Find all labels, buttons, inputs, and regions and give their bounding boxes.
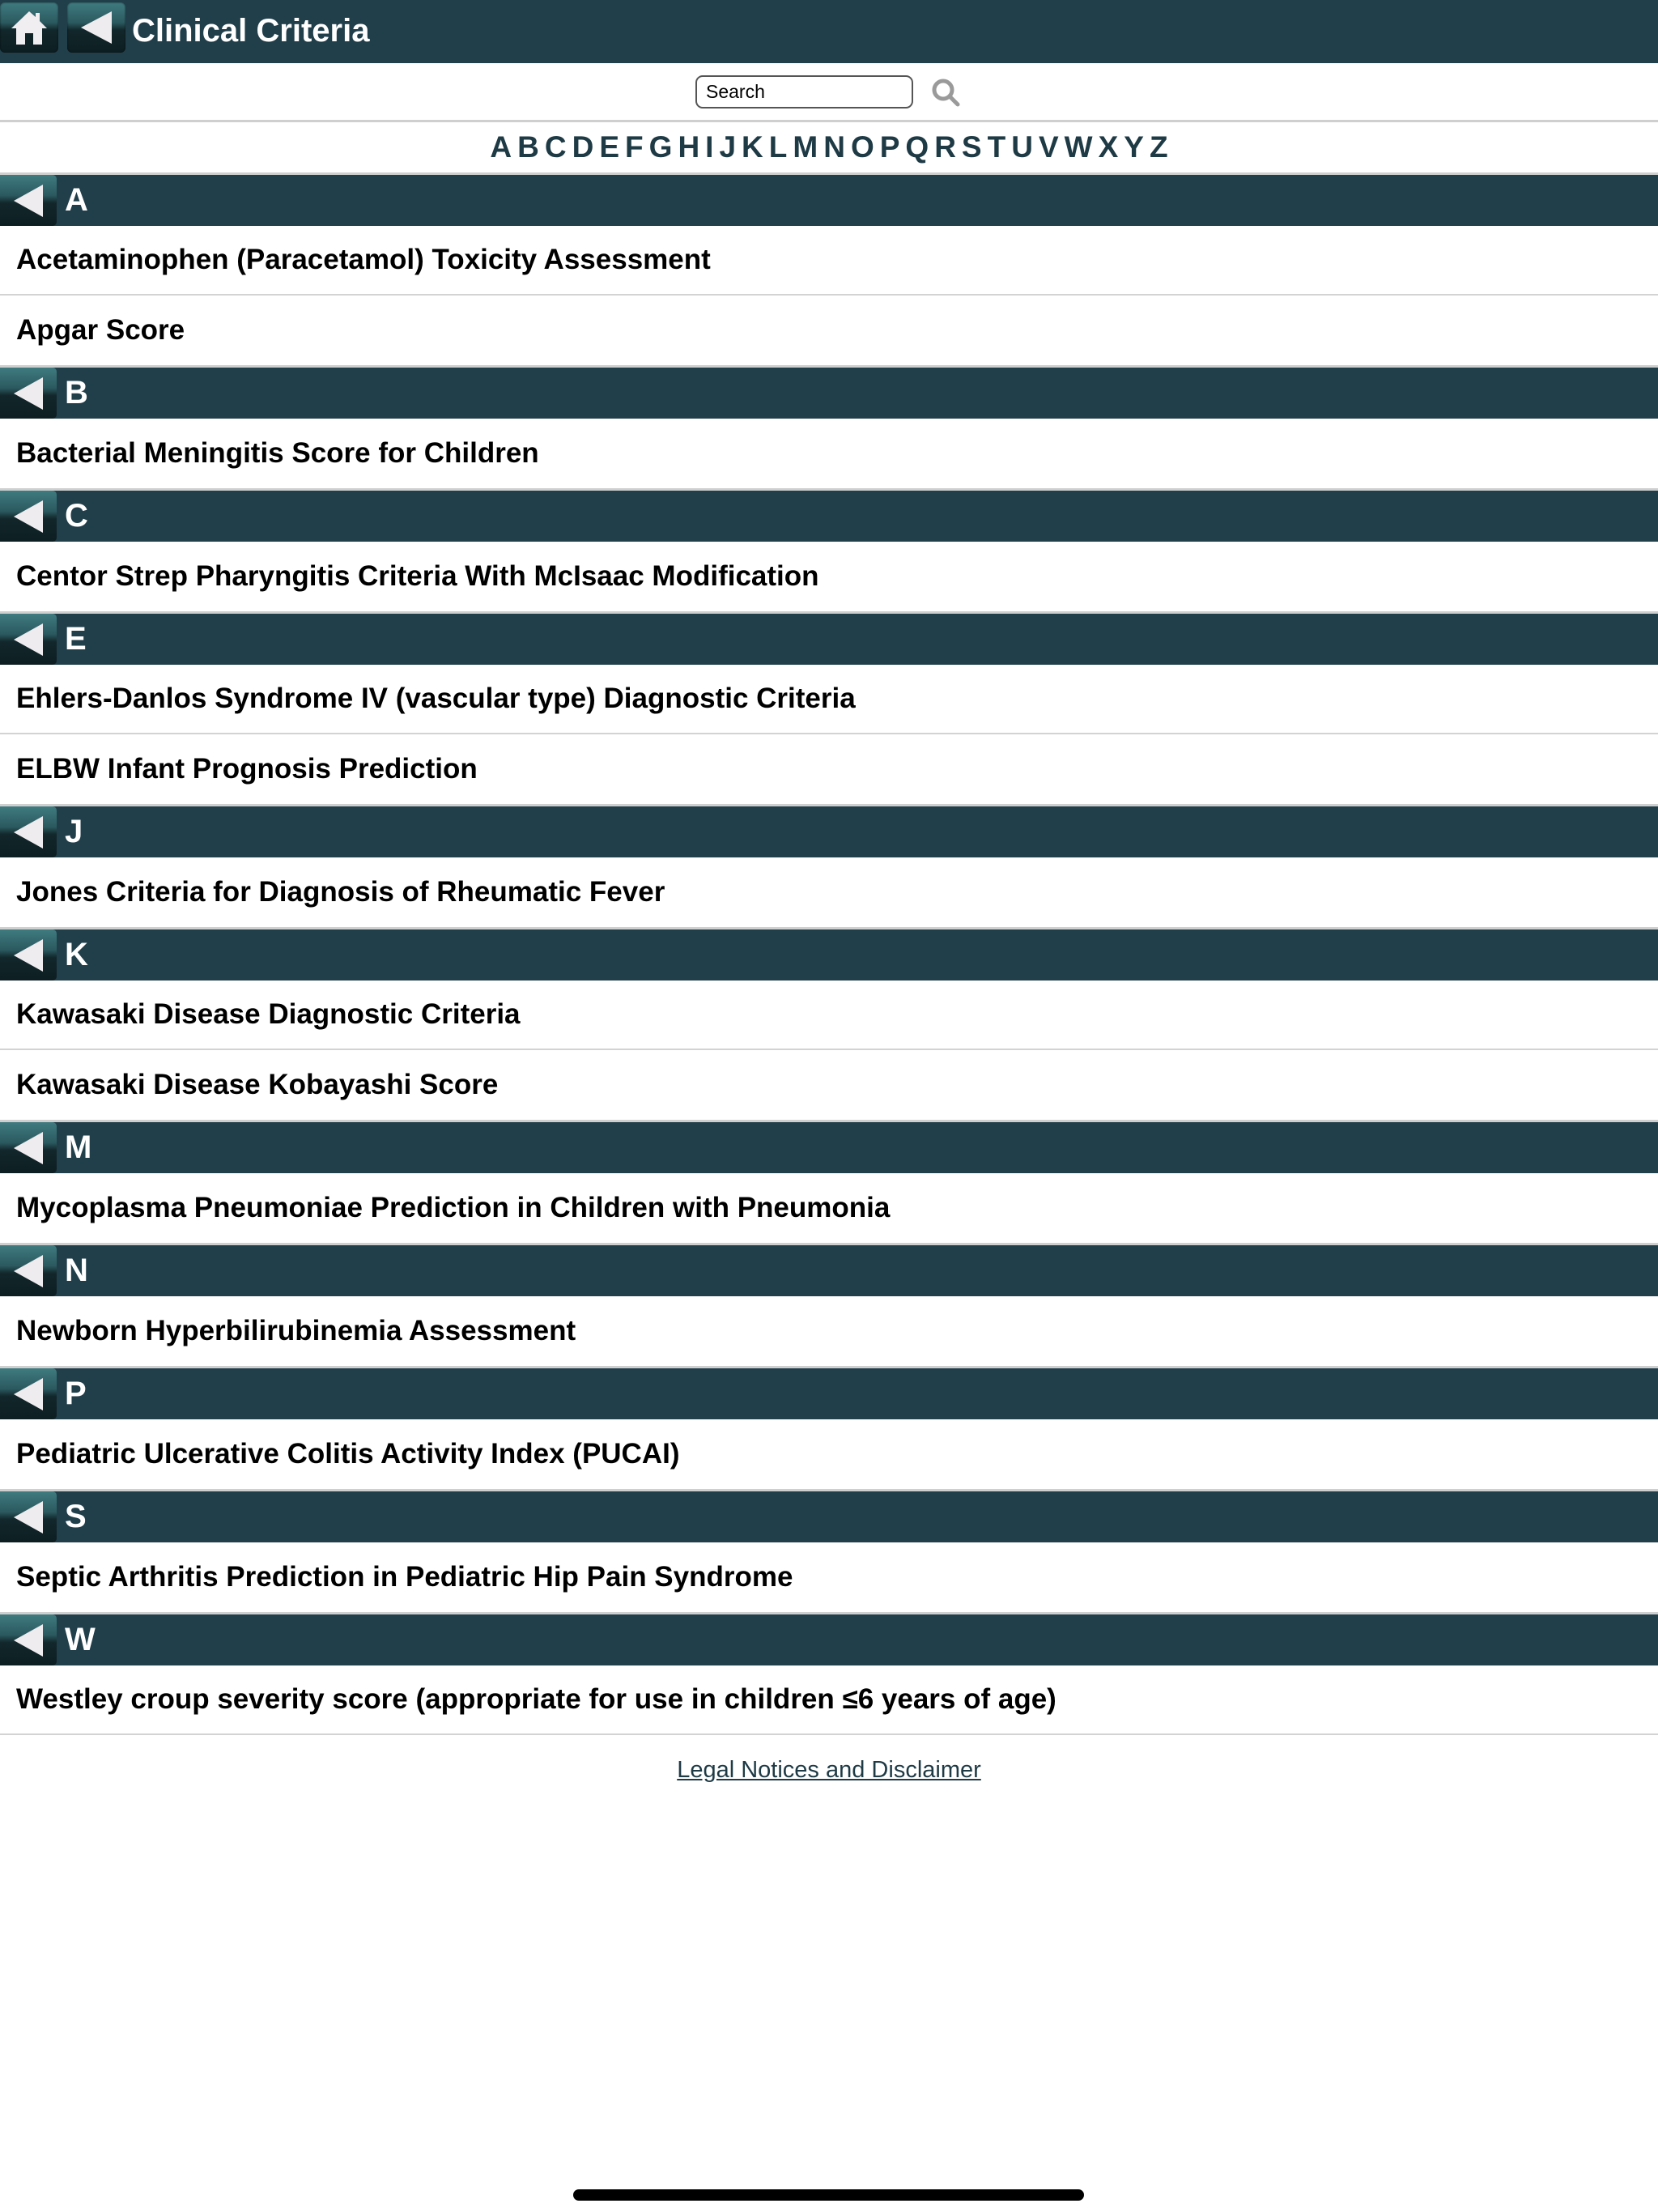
search-button[interactable] [929, 76, 962, 108]
alphabet-letter-s[interactable]: S [961, 130, 982, 164]
alphabet-letter-e[interactable]: E [599, 130, 620, 164]
list-item[interactable]: Pediatric Ulcerative Colitis Activity Index (PUCAI) [16, 1438, 680, 1470]
alphabet-letter-k[interactable]: K [742, 130, 763, 164]
alphabet-letter-j[interactable]: J [719, 130, 737, 164]
back-arrow-icon [11, 937, 46, 974]
alphabet-letter-f[interactable]: F [625, 130, 644, 164]
back-arrow-icon [11, 1129, 46, 1167]
section-header-a [0, 172, 1658, 226]
section-back-button[interactable] [0, 1245, 57, 1296]
back-arrow-icon [11, 621, 46, 658]
back-arrow-icon [11, 1253, 46, 1290]
section-header-k [0, 927, 1658, 981]
section-header-n [0, 1243, 1658, 1296]
section-letter: P [65, 1376, 87, 1411]
home-icon [10, 9, 49, 46]
alphabet-letter-u[interactable]: U [1011, 130, 1033, 164]
alphabet-letter-d[interactable]: D [572, 130, 594, 164]
legal-notices-link[interactable]: Legal Notices and Disclaimer [677, 1757, 981, 1783]
list-item[interactable]: Acetaminophen (Paracetamol) Toxicity Assessment [0, 226, 1658, 296]
list-item[interactable]: Centor Strep Pharyngitis Criteria With McIsaac Modification [16, 560, 819, 592]
list-item[interactable]: Septic Arthritis Prediction in Pediatric Hip Pain Syndrome [16, 1561, 793, 1593]
top-navigation-bar [0, 0, 1658, 63]
alphabet-letter-a[interactable]: A [490, 130, 512, 164]
alphabet-letter-n[interactable]: N [823, 130, 845, 164]
section-back-button[interactable] [0, 1614, 57, 1665]
back-arrow-icon [11, 1499, 46, 1536]
section-header-j [0, 804, 1658, 857]
alphabet-letter-p[interactable]: P [879, 130, 900, 164]
alphabet-letter-o[interactable]: O [850, 130, 874, 164]
alphabet-letter-v[interactable]: V [1038, 130, 1059, 164]
search-input[interactable] [695, 75, 913, 108]
section-back-button[interactable] [0, 491, 57, 542]
back-arrow-icon [11, 182, 46, 219]
alphabet-letter-x[interactable]: X [1098, 130, 1119, 164]
footer [0, 1757, 1658, 1784]
section-back-button[interactable] [0, 1491, 57, 1542]
section-header-b [0, 365, 1658, 419]
section-letter: E [65, 621, 87, 657]
section-letter: S [65, 1499, 87, 1534]
section-back-button[interactable] [0, 929, 57, 981]
alphabet-letter-i[interactable]: I [705, 130, 714, 164]
back-arrow-icon [78, 9, 115, 46]
list-item[interactable]: Ehlers-Danlos Syndrome IV (vascular type) Diagnostic Criteria [0, 665, 1658, 734]
back-arrow-icon [11, 1622, 46, 1659]
back-arrow-icon [11, 814, 46, 851]
alphabet-index [0, 122, 1658, 172]
criteria-list [0, 172, 1658, 1735]
list-item[interactable]: Bacterial Meningitis Score for Children [16, 437, 539, 469]
list-item[interactable]: Newborn Hyperbilirubinemia Assessment [16, 1315, 576, 1346]
section-letter: A [65, 182, 88, 218]
section-letter: N [65, 1253, 88, 1288]
back-arrow-icon [11, 498, 46, 535]
alphabet-letter-t[interactable]: T [987, 130, 1006, 164]
section-header-c [0, 488, 1658, 542]
section-header-p [0, 1366, 1658, 1419]
list-item[interactable]: Mycoplasma Pneumoniae Prediction in Children with Pneumonia [16, 1192, 891, 1223]
section-back-button[interactable] [0, 175, 57, 226]
back-arrow-icon [11, 375, 46, 412]
alphabet-letter-m[interactable]: M [793, 130, 818, 164]
section-back-button[interactable] [0, 1368, 57, 1419]
alphabet-letter-h[interactable]: H [678, 130, 700, 164]
home-indicator [573, 2189, 1084, 2201]
home-button[interactable] [0, 2, 58, 53]
section-back-button[interactable] [0, 368, 57, 419]
section-header-m [0, 1120, 1658, 1173]
section-letter: C [65, 498, 88, 534]
back-button[interactable] [67, 2, 125, 53]
alphabet-letter-g[interactable]: G [648, 130, 673, 164]
section-back-button[interactable] [0, 806, 57, 857]
list-item[interactable]: Kawasaki Disease Diagnostic Criteria [0, 981, 1658, 1050]
alphabet-letter-r[interactable]: R [934, 130, 956, 164]
alphabet-letter-c[interactable]: C [544, 130, 567, 164]
section-letter: K [65, 937, 88, 972]
list-item[interactable]: Jones Criteria for Diagnosis of Rheumatic Fever [16, 876, 665, 908]
search-icon [929, 76, 962, 108]
section-back-button[interactable] [0, 1122, 57, 1173]
section-letter: M [65, 1129, 92, 1165]
search-bar [0, 63, 1658, 122]
page-title: Clinical Criteria [132, 13, 370, 49]
alphabet-letter-z[interactable]: Z [1149, 130, 1168, 164]
section-letter: W [65, 1622, 96, 1657]
alphabet-letter-b[interactable]: B [517, 130, 539, 164]
alphabet-letter-w[interactable]: W [1064, 130, 1093, 164]
section-back-button[interactable] [0, 614, 57, 665]
section-letter: B [65, 375, 88, 410]
section-header-w [0, 1612, 1658, 1665]
section-header-s [0, 1489, 1658, 1542]
list-item[interactable]: ELBW Infant Prognosis Prediction [16, 753, 478, 785]
list-item[interactable]: Apgar Score [16, 314, 185, 346]
alphabet-letter-y[interactable]: Y [1124, 130, 1144, 164]
alphabet-letter-l[interactable]: L [768, 130, 788, 164]
alphabet-letter-q[interactable]: Q [905, 130, 929, 164]
section-letter: J [65, 814, 83, 849]
section-header-e [0, 611, 1658, 665]
back-arrow-icon [11, 1376, 46, 1413]
list-item[interactable]: Westley croup severity score (appropriate for use in children ≤6 years of age) [0, 1665, 1658, 1735]
list-item[interactable]: Kawasaki Disease Kobayashi Score [16, 1069, 499, 1100]
